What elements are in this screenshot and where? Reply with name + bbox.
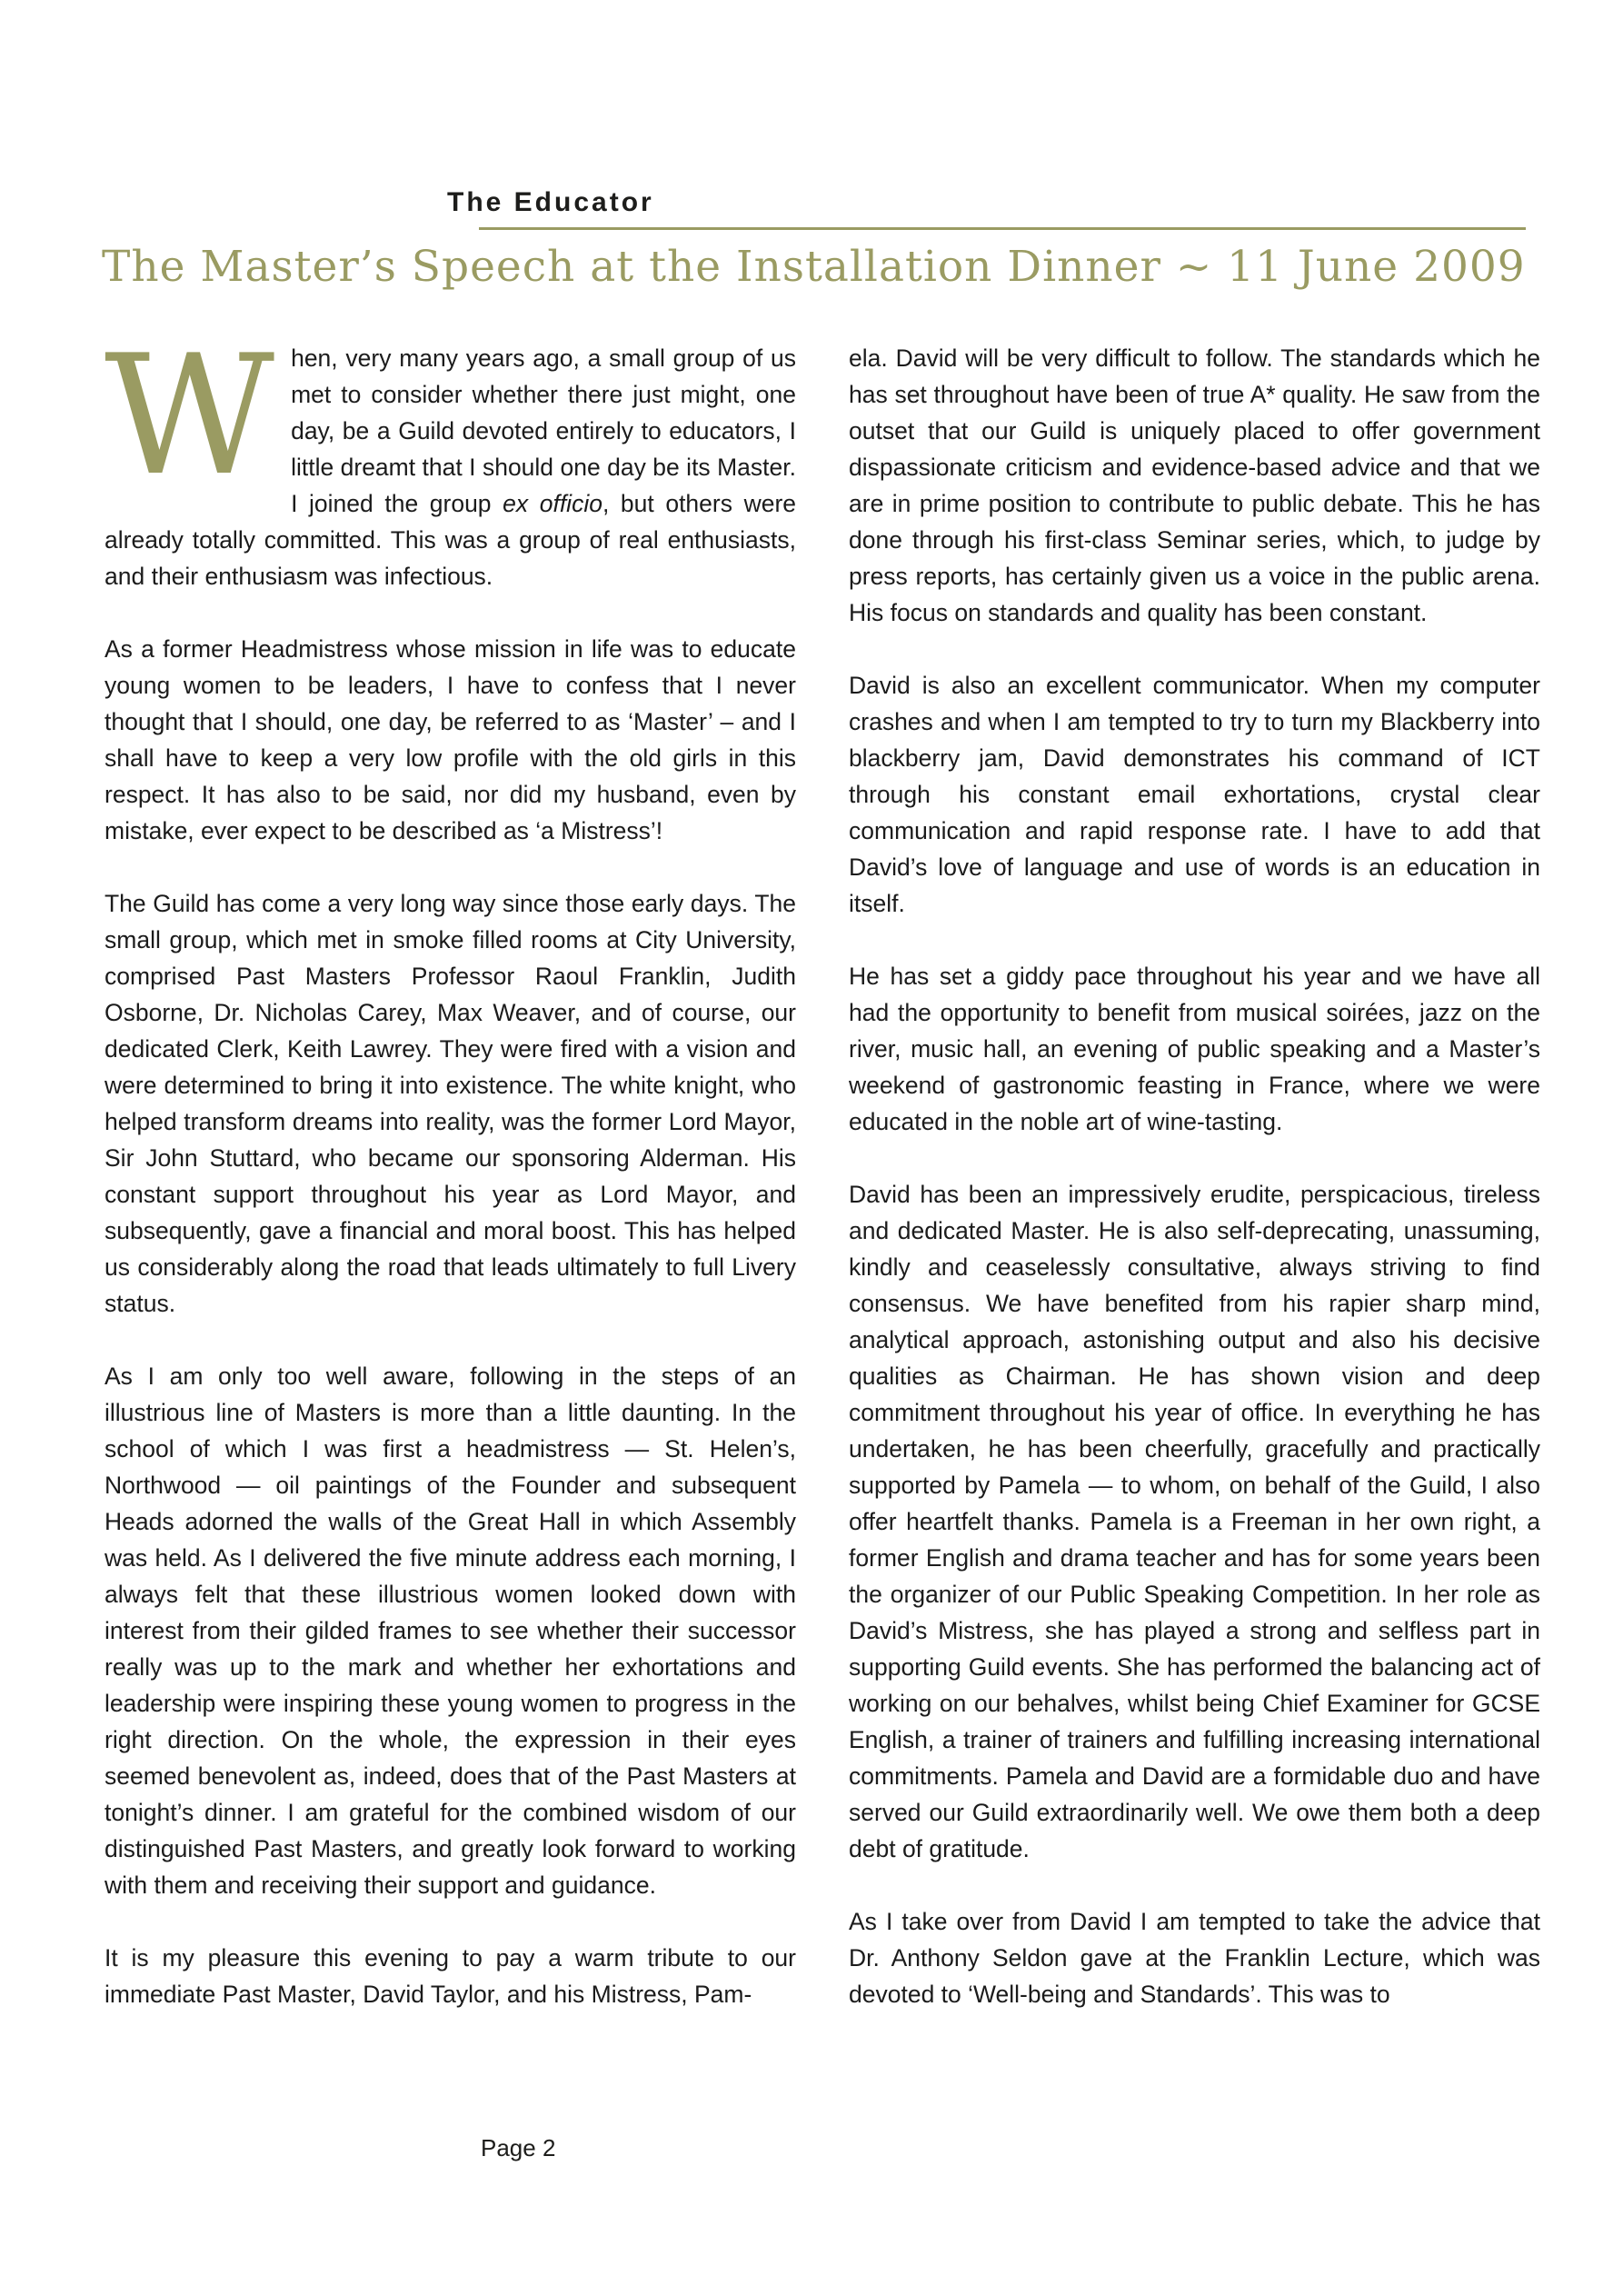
paragraph-opening: [105, 319, 797, 594]
page-number: Page 2: [481, 2134, 556, 2161]
article-body: [105, 319, 1540, 2012]
paragraph: ela. David will be very difficult to follow. The standards which he has set throughout have been of true A* quality. He saw from the outset that our Guild is uniquely placed to offer government dispassionate criticism and evidence-based advice and that we are in prime position to contribute to public debate. This he has done through his first-class Seminar series, which, to judge by press reports, has certainly given us a voice in the public arena. His focus on standards and quality has been constant.: [849, 344, 1540, 626]
paragraph: David has been an impressively erudite, perspicacious, tireless and dedicated Master. He is also self-deprecating, unassuming, kindly and ceaselessly consultative, always striving to find consensus. We have benefited from his rapier sharp mind, analytical approach, astonishing output and also his decisive qualities as Chairman. He has shown vision and deep commitment throughout his year of office. In everything he has undertaken, he has been cheerfully, gracefully and practically supported by Pamela — to whom, on behalf of the Guild, I also offer heartfelt thanks. Pamela is a Freeman in her own right, a former English and drama teacher and has for some years been the organizer of our Public Speaking Competition. In her role as David’s Mistress, she has played a strong and selfless part in supporting Guild events. She has performed the balancing act of working on our behalves, whilst being Chief Examiner for GCSE English, a trainer of trainers and fulfilling increasing international commitments. Pamela and David are a formidable duo and have served our Guild extraordinarily well. We owe them both a deep debt of gratitude.: [849, 1181, 1540, 1862]
paragraph: David is also an excellent communicator. When my computer crashes and when I am tempted to try to turn my Blackberry into blackberry jam, David demonstrates his command of ICT through his constant email exhortations, crystal clear communication and rapid response rate. I have to add that David’s love of language and use of words is an education in itself.: [849, 672, 1540, 917]
paragraph: It is my pleasure this evening to pay a warm tribute to our immediate Past Master, David Taylor, and his Mistress, Pam-: [105, 1944, 796, 2008]
article-title: The Master’s Speech at the Installation Dinner ~ 11 June 2009: [102, 242, 1526, 292]
paragraph: As a former Headmistress whose mission in life was to educate young women to be leaders, I have to confess that I never thought that I should, one day, be referred to as ‘Master’ – and I shall have to keep a very low profile with the old girls in this respect. It has also to be said, nor did my husband, even by mistake, ever expect to be described as ‘a Mistress’!: [105, 635, 796, 844]
drop-cap: W: [105, 319, 275, 512]
column-left: [105, 319, 797, 2012]
italic-phrase: ex officio: [503, 490, 602, 517]
paragraph: As I am only too well aware, following in the steps of an illustrious line of Masters is more than a little daunting. In the school of which I was first a headmistress — St. Helen’s, Northwood — oil paintings of the Founder and subsequent Heads adorned the walls of the Great Hall in which Assembly was held. As I delivered the five minute address each morning, I always felt that these illustrious women looked down with interest from their gilded frames to see whether their successor really was up to the mark and whether her exhortations and leadership were inspiring these young women to progress in the right direction. On the whole, the expression in their eyes seemed benevolent as, indeed, does that of the Past Masters at tonight’s dinner. I am grateful for the combined wisdom of our distinguished Past Masters, and greatly look forward to working with them and receiving their support and guidance.: [105, 1363, 796, 1899]
paragraph: As I take over from David I am tempted to take the advice that Dr. Anthony Seldon gave at the Franklin Lecture, which was devoted to ‘Well-being and Standards’. This was to: [849, 1908, 1540, 2008]
column-right: [849, 340, 1540, 2012]
paragraph: The Guild has come a very long way since those early days. The small group, which met in smoke filled rooms at City University, comprised Past Masters Professor Raoul Franklin, Judith Osborne, Dr. Nicholas Carey, Max Weaver, and of course, our dedicated Clerk, Keith Lawrey. They were fired with a vision and were determined to bring it into existence. The white knight, who helped transform dreams into reality, was the former Lord Mayor, Sir John Stuttard, who became our sponsoring Alderman. His constant support throughout his year as Lord Mayor, and subsequently, gave a financial and moral boost. This has helped us considerably along the road that leads ultimately to full Livery status.: [105, 890, 796, 1317]
paragraph-text: hen, very many years ago, a small group of us met to consider whether there just might, one day, be a Guild devoted entirely to educators, I little dreamt that I should one day be its Master. I joined the group: [291, 344, 796, 517]
paragraph-text: , but others were already totally committed. This was a group of real enthusiasts, and their enthusiasm was infectious.: [105, 490, 797, 590]
masthead-rule: [479, 227, 1526, 230]
paragraph: He has set a giddy pace throughout his year and we have all had the opportunity to benefit from musical soirées, jazz on the river, music hall, an evening of public speaking and a Master’s weekend of gastronomic feasting in France, where we were educated in the noble art of wine-tasting.: [849, 963, 1540, 1135]
masthead-title: The Educator: [447, 187, 654, 217]
